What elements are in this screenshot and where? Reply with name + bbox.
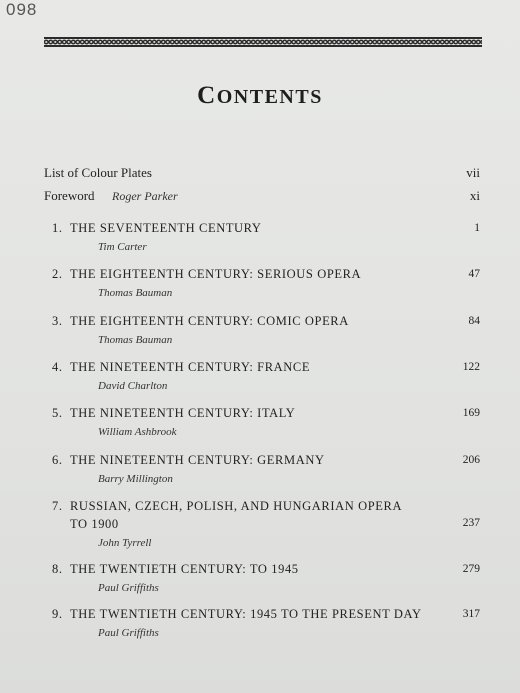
chapter-title: THE NINETEENTH CENTURY: ITALY <box>70 406 296 420</box>
chapter-title: THE SEVENTEENTH CENTURY <box>70 221 262 235</box>
chapter-title: THE NINETEENTH CENTURY: GERMANY <box>70 453 325 467</box>
front-matter-label: Foreword <box>44 188 95 203</box>
front-matter-author: Roger Parker <box>112 189 178 203</box>
front-matter-label: List of Colour Plates <box>44 165 152 180</box>
chapter-author: John Tyrrell <box>98 537 152 549</box>
front-matter-page: xi <box>469 188 480 203</box>
chapter-title: THE EIGHTEENTH CENTURY: COMIC OPERA <box>70 314 349 328</box>
chapter-author: David Charlton <box>98 380 168 392</box>
chapter-number: 1. <box>52 221 63 235</box>
chapter-number: 4. <box>52 360 63 374</box>
chapter-author: Paul Griffiths <box>98 582 159 594</box>
chapter-title: THE NINETEENTH CENTURY: FRANCE <box>70 360 311 374</box>
chapter-author: Thomas Bauman <box>98 287 173 299</box>
chapter-number: 9. <box>52 607 63 621</box>
chapter-page-number: 1 <box>474 222 480 234</box>
chapter-page-number: 47 <box>468 268 480 280</box>
chapter-title: RUSSIAN, CZECH, POLISH, AND HUNGARIAN OPERA <box>70 499 403 513</box>
chapter-number: 8. <box>52 562 63 576</box>
chapter-author: Paul Griffiths <box>98 627 159 639</box>
chapter-title: THE TWENTIETH CENTURY: TO 1945 <box>70 562 299 576</box>
chapter-page-number: 317 <box>462 608 480 620</box>
page-title: CONTENTS <box>197 82 323 109</box>
chapter-page-number: 206 <box>462 454 480 466</box>
chapter-page-number: 122 <box>462 361 480 373</box>
handwritten-page-number: 098 <box>6 0 38 19</box>
chapter-number: 5. <box>52 406 63 420</box>
chapter-author: Barry Millington <box>98 473 173 485</box>
chapter-title: THE EIGHTEENTH CENTURY: SERIOUS OPERA <box>70 267 362 281</box>
chapter-number: 3. <box>52 314 63 328</box>
chapter-page-number: 279 <box>462 563 480 575</box>
chapter-title: THE TWENTIETH CENTURY: 1945 TO THE PRESENT DAY <box>70 607 422 621</box>
chapter-title-continued: TO 1900 <box>70 517 119 531</box>
chapter-number: 2. <box>52 267 63 281</box>
chapter-page-number: 169 <box>462 407 480 419</box>
chapter-page-number: 237 <box>462 517 480 529</box>
chapter-author: Tim Carter <box>98 241 147 253</box>
chapter-page-number: 84 <box>468 315 480 327</box>
chapter-author: William Ashbrook <box>98 426 177 438</box>
chapter-author: Thomas Bauman <box>98 334 173 346</box>
chapter-number: 7. <box>52 499 63 513</box>
chapter-number: 6. <box>52 453 63 467</box>
decorative-border-ornament <box>44 36 482 48</box>
front-matter-page: vii <box>466 165 480 180</box>
